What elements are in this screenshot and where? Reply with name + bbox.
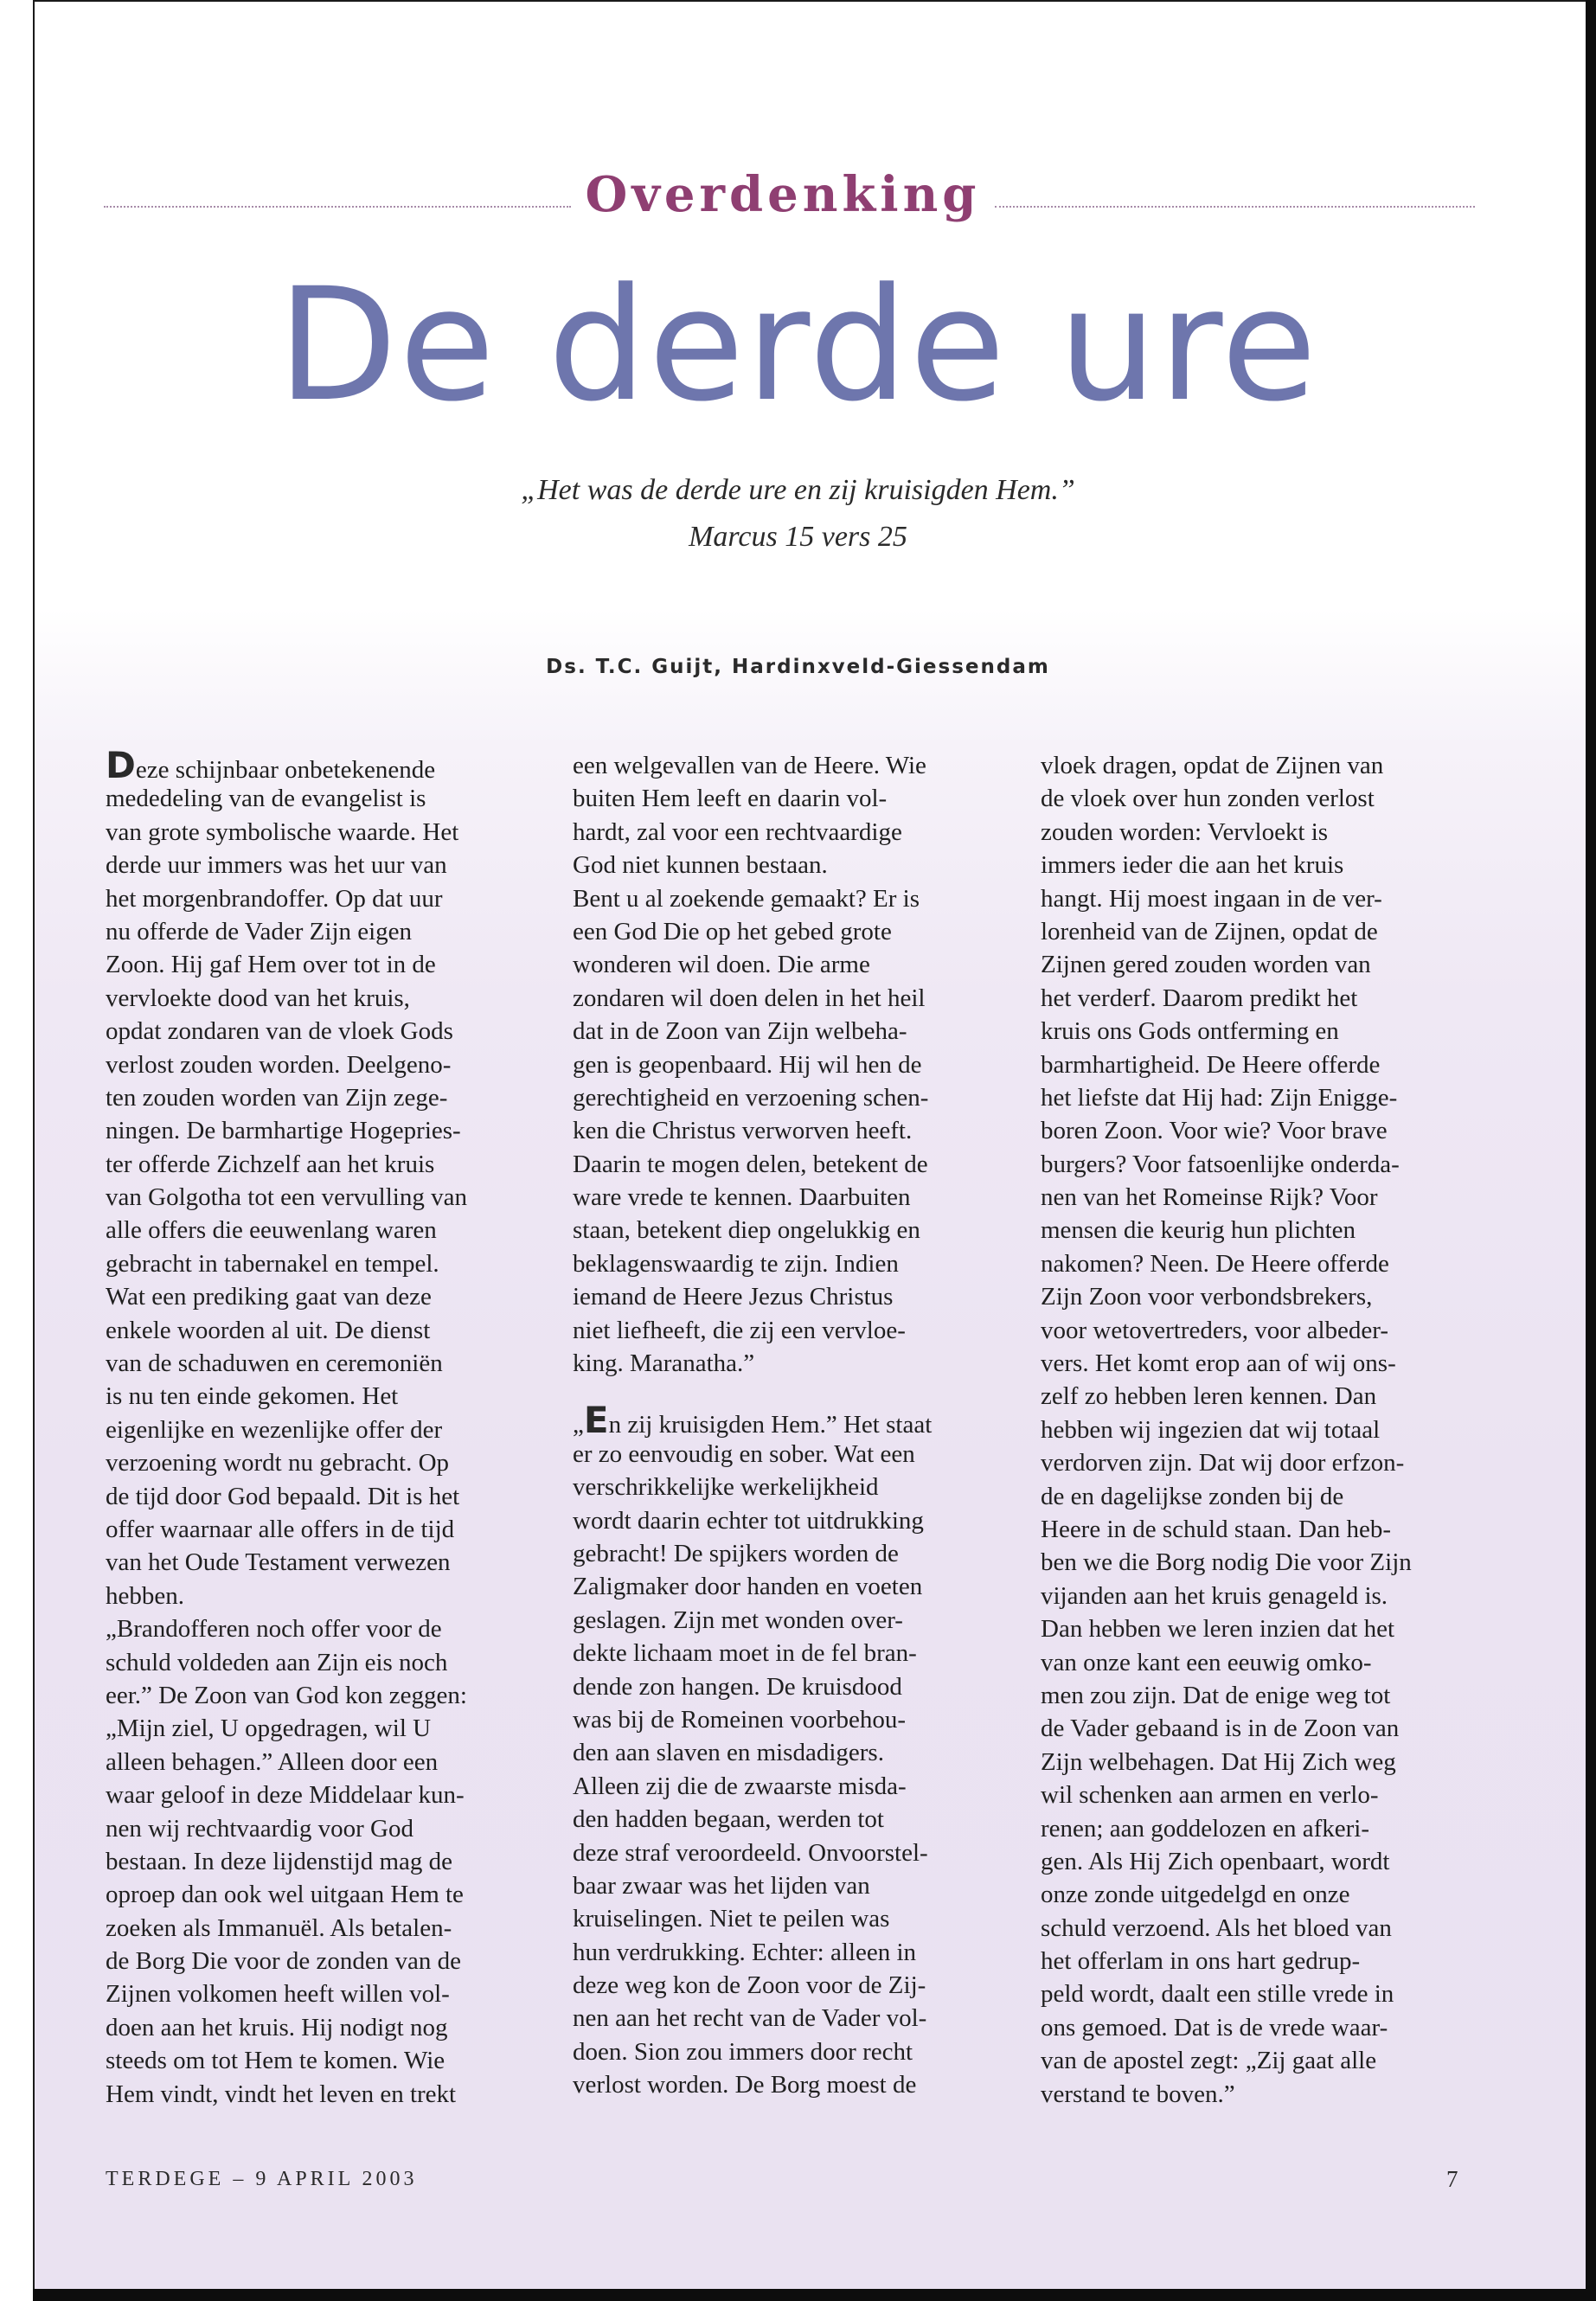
text-line: alleen behagen.” Alleen door een [106, 1747, 439, 1776]
text-line: voor wetovertreders, voor albeder- [1041, 1316, 1389, 1344]
text-line: Zijn Zoon voor verbondsbrekers, [1041, 1283, 1373, 1311]
text-line: burgers? Voor fatsoenlijke onderda- [1041, 1150, 1400, 1178]
paragraph-gap [573, 1380, 997, 1404]
paragraph-first-line: „En zij kruisigden Hem.” Het staat [573, 1399, 933, 1442]
text-line: van de apostel zegt: „Zij gaat alle [1041, 2047, 1377, 2075]
column-1-lines [106, 782, 529, 2111]
text-line: een God Die op het gebed grote [573, 917, 892, 945]
text-line: zouden worden: Vervloekt is [1041, 817, 1329, 846]
text-line: eigenlijke en wezenlijke offer der [106, 1415, 443, 1444]
text-line: barmhartigheid. De Heere offerde [1041, 1050, 1381, 1079]
text-line: de Vader gebaand is in de Zoon van [1041, 1715, 1400, 1743]
text-line: alle offers die eeuwenlang waren [106, 1216, 437, 1245]
section-label: Overdenking [585, 166, 981, 223]
text-line: van Golgotha tot een vervulling van [106, 1183, 467, 1212]
text-line: nen wij rechtvaardig voor God [106, 1814, 413, 1843]
text-line: iemand de Heere Jezus Christus [573, 1283, 894, 1311]
text-line: Daarin te mogen delen, betekent de [573, 1150, 928, 1178]
text-line: boren Zoon. Voor wie? Voor brave [1041, 1117, 1388, 1145]
text-line: ter offerde Zichzelf aan het kruis [106, 1150, 435, 1178]
text-line: onze zonde uitgedelgd en onze [1041, 1881, 1350, 1909]
text-line: buiten Hem leeft en daarin vol- [573, 785, 888, 813]
text-line: dende zon hangen. De kruisdood [573, 1672, 902, 1701]
dotted-rule-right [995, 206, 1475, 208]
text-line: het morgenbrandoffer. Op dat uur [106, 884, 443, 913]
text-line: peld wordt, daalt een stille vrede in [1041, 1980, 1394, 2009]
text-line: den aan slaven en misdadigers. [573, 1739, 884, 1767]
text-line: doen. Sion zou immers door recht [573, 2037, 913, 2066]
text-line: verschrikkelijke werkelijkheid [573, 1473, 879, 1502]
text-line: ken die Christus verworven heeft. [573, 1117, 913, 1145]
text-line: Wat een prediking gaat van deze [106, 1283, 432, 1311]
drop-cap: D [106, 744, 136, 786]
text-line: derde uur immers was het uur van [106, 851, 447, 880]
text-line: mensen die keurig hun plichten [1041, 1216, 1356, 1245]
text-line: ten zouden worden van Zijn zege- [106, 1083, 448, 1112]
text-line: nen van het Romeinse Rijk? Voor [1041, 1183, 1378, 1212]
text-line: eer.” De Zoon van God kon zeggen: [106, 1681, 467, 1709]
text-line: vijanden aan het kruis genageld is. [1041, 1581, 1388, 1610]
text-line: nu offerde de Vader Zijn eigen [106, 917, 413, 945]
text-line: baar zwaar was het lijden van [573, 1871, 870, 1900]
text-line: ben we die Borg nodig Die voor Zijn [1041, 1548, 1412, 1577]
text-line: men zou zijn. Dat de enige weg tot [1041, 1681, 1391, 1709]
text-line: het liefste dat Hij had: Zijn Enigge- [1041, 1083, 1398, 1112]
text-line: lorenheid van de Zijnen, opdat de [1041, 917, 1378, 945]
text-line: zelf zo hebben leren kennen. Dan [1041, 1382, 1377, 1411]
text-line: verzoening wordt nu gebracht. Op [106, 1449, 450, 1477]
text-line: Zijnen volkomen heeft willen vol- [106, 1980, 450, 2009]
text-line: Bent u al zoekende gemaakt? Er is [573, 884, 920, 913]
text-line: wil schenken aan armen en verlo- [1041, 1781, 1379, 1810]
column-2-lines-b [573, 1438, 997, 2102]
text-line: oproep dan ook wel uitgaan Hem te [106, 1881, 464, 1909]
bible-reference: Marcus 15 vers 25 [689, 521, 907, 553]
text-line: niet liefheeft, die zij een vervloe- [573, 1316, 906, 1344]
dotted-rule-left [104, 206, 571, 208]
publication-footer: TERDEGE – 9 APRIL 2003 [106, 2168, 418, 2190]
text-line: het verderf. Daarom predikt het [1041, 984, 1358, 1012]
text-line: king. Maranatha.” [573, 1349, 755, 1378]
text-line: deze weg kon de Zoon voor de Zij- [573, 1971, 926, 2000]
text-line: vervloekte dood van het kruis, [106, 984, 410, 1012]
text-line: de vloek over hun zonden verlost [1041, 785, 1375, 813]
text-line: „Brandofferen noch offer voor de [106, 1615, 442, 1644]
text-line: schuld voldeden aan Zijn eis noch [106, 1648, 448, 1676]
text-line: deze straf veroordeeld. Onvoorstel- [573, 1838, 928, 1867]
text-column-2 [573, 749, 997, 2102]
text-line: van grote symbolische waarde. Het [106, 817, 459, 846]
text-line: is nu ten einde gekomen. Het [106, 1382, 399, 1411]
text-line: hun verdrukking. Echter: alleen in [573, 1938, 917, 1966]
text-line: vers. Het komt erop aan of wij ons- [1041, 1349, 1396, 1378]
drop-cap: E [583, 1399, 609, 1442]
text-line: Zijn welbehagen. Dat Hij Zich weg [1041, 1747, 1396, 1776]
text-line: gebracht! De spijkers worden de [573, 1539, 899, 1567]
text-line: was bij de Romeinen voorbehou- [573, 1705, 906, 1734]
text-line: schuld verzoend. Als het bloed van [1041, 1913, 1392, 1942]
text-line: Alleen zij die de zwaarste misda- [573, 1772, 907, 1800]
text-line: immers ieder die aan het kruis [1041, 851, 1344, 880]
text-line: gerechtigheid en verzoening schen- [573, 1083, 929, 1112]
text-line: gen. Als Hij Zich openbaart, wordt [1041, 1847, 1390, 1875]
text-line: kruis ons Gods ontferming en [1041, 1017, 1339, 1046]
text-line: gen is geopenbaard. Hij wil hen de [573, 1050, 922, 1079]
text-line: geslagen. Zijn met wonden over- [573, 1606, 903, 1634]
text-line: offer waarnaar alle offers in de tijd [106, 1515, 455, 1543]
text-line: hardt, zal voor een rechtvaardige [573, 817, 902, 846]
bible-quote: „Het was de derde ure en zij kruisigden Hem.” [521, 474, 1075, 506]
text-line: van het Oude Testament verwezen [106, 1548, 451, 1577]
text-line: opdat zondaren van de vloek Gods [106, 1017, 453, 1046]
text-line: zoeken als Immanuël. Als betalen- [106, 1913, 452, 1942]
text-line: de en dagelijkse zonden bij de [1041, 1482, 1344, 1510]
text-line: enkele woorden al uit. De dienst [106, 1316, 431, 1344]
text-line: van onze kant een eeuwig omko- [1041, 1648, 1372, 1676]
text-column-3 [1041, 749, 1465, 2111]
text-line: Hem vindt, vindt het leven en trekt [106, 2080, 457, 2108]
page-number: 7 [1446, 2166, 1458, 2192]
text-line: „Mijn ziel, U opgedragen, wil U [106, 1715, 432, 1743]
text-line: van de schaduwen en ceremoniën [106, 1349, 443, 1378]
scan-edge-bottom [33, 2289, 1590, 2301]
text-line: beklagenswaardig te zijn. Indien [573, 1249, 899, 1278]
text-line: steeds om tot Hem te komen. Wie [106, 2047, 445, 2075]
text-line: Dan hebben we leren inzien dat het [1041, 1615, 1395, 1644]
text-line: wordt daarin echter tot uitdrukking [573, 1506, 924, 1535]
text-line: er zo eenvoudig en sober. Wat een [573, 1439, 915, 1468]
text-line: den hadden begaan, werden tot [573, 1805, 884, 1834]
text-line: Zaligmaker door handen en voeten [573, 1573, 923, 1601]
text-line: de tijd door God bepaald. Dit is het [106, 1482, 460, 1510]
text-line: ningen. De barmhartige Hogepries- [106, 1117, 461, 1145]
text-line: vloek dragen, opdat de Zijnen van [1041, 752, 1384, 779]
text-line: nen aan het recht van de Vader vol- [573, 2004, 927, 2033]
text-line: verlost zouden worden. Deelgeno- [106, 1050, 452, 1079]
text-line: verstand te boven.” [1041, 2080, 1235, 2108]
text-line: ons gemoed. Dat is de vrede waar- [1041, 2013, 1388, 2041]
article-title: De derde ure [277, 255, 1319, 436]
column-2-lines-a [573, 749, 997, 1380]
author-byline: Ds. T.C. Guijt, Hardinxveld-Giessendam [546, 656, 1050, 678]
text-line: bestaan. In deze lijdenstijd mag de [106, 1847, 453, 1875]
text-line: mededeling van de evangelist is [106, 785, 426, 813]
text-line: een welgevallen van de Heere. Wie [573, 752, 926, 779]
text-line: Zijnen gered zouden worden van [1041, 951, 1371, 979]
text-line: het offerlam in ons hart gedrup- [1041, 1947, 1361, 1976]
text-column-1 [106, 744, 529, 2111]
text-line: hebben wij ingezien dat wij totaal [1041, 1415, 1381, 1444]
text-line: verdorven zijn. Dat wij door erfzon- [1041, 1449, 1405, 1477]
text-line: de Borg Die voor de zonden van de [106, 1947, 461, 1976]
text-line: waar geloof in deze Middelaar kun- [106, 1781, 465, 1810]
text-line: wonderen wil doen. Die arme [573, 951, 870, 979]
text-line: staan, betekent diep ongelukkig en [573, 1216, 920, 1245]
text-line: ware vrede te kennen. Daarbuiten [573, 1183, 911, 1212]
text-line: renen; aan goddelozen en afkeri- [1041, 1814, 1370, 1843]
text-line: nakomen? Neen. De Heere offerde [1041, 1249, 1389, 1278]
text-line: doen aan het kruis. Hij nodigt nog [106, 2013, 448, 2041]
text-line: dekte lichaam moet in de fel bran- [573, 1639, 917, 1668]
text-line: Zoon. Hij gaf Hem over tot in de [106, 951, 436, 979]
text-line: hebben. [106, 1581, 184, 1610]
text-line: gebracht in tabernakel en tempel. [106, 1249, 439, 1278]
text-line: God niet kunnen bestaan. [573, 851, 828, 880]
column-3-lines [1041, 749, 1465, 2111]
text-line: verlost worden. De Borg moest de [573, 2071, 917, 2099]
text-line: kruiselingen. Niet te peilen was [573, 1905, 890, 1933]
text-line: zondaren wil doen delen in het heil [573, 984, 926, 1012]
text-line: dat in de Zoon van Zijn welbeha- [573, 1017, 907, 1046]
paragraph-first-line: Deze schijnbaar onbetekenende [106, 744, 436, 786]
text-line: Heere in de schuld staan. Dan heb- [1041, 1515, 1392, 1543]
text-line: hangt. Hij moest ingaan in de ver- [1041, 884, 1382, 913]
